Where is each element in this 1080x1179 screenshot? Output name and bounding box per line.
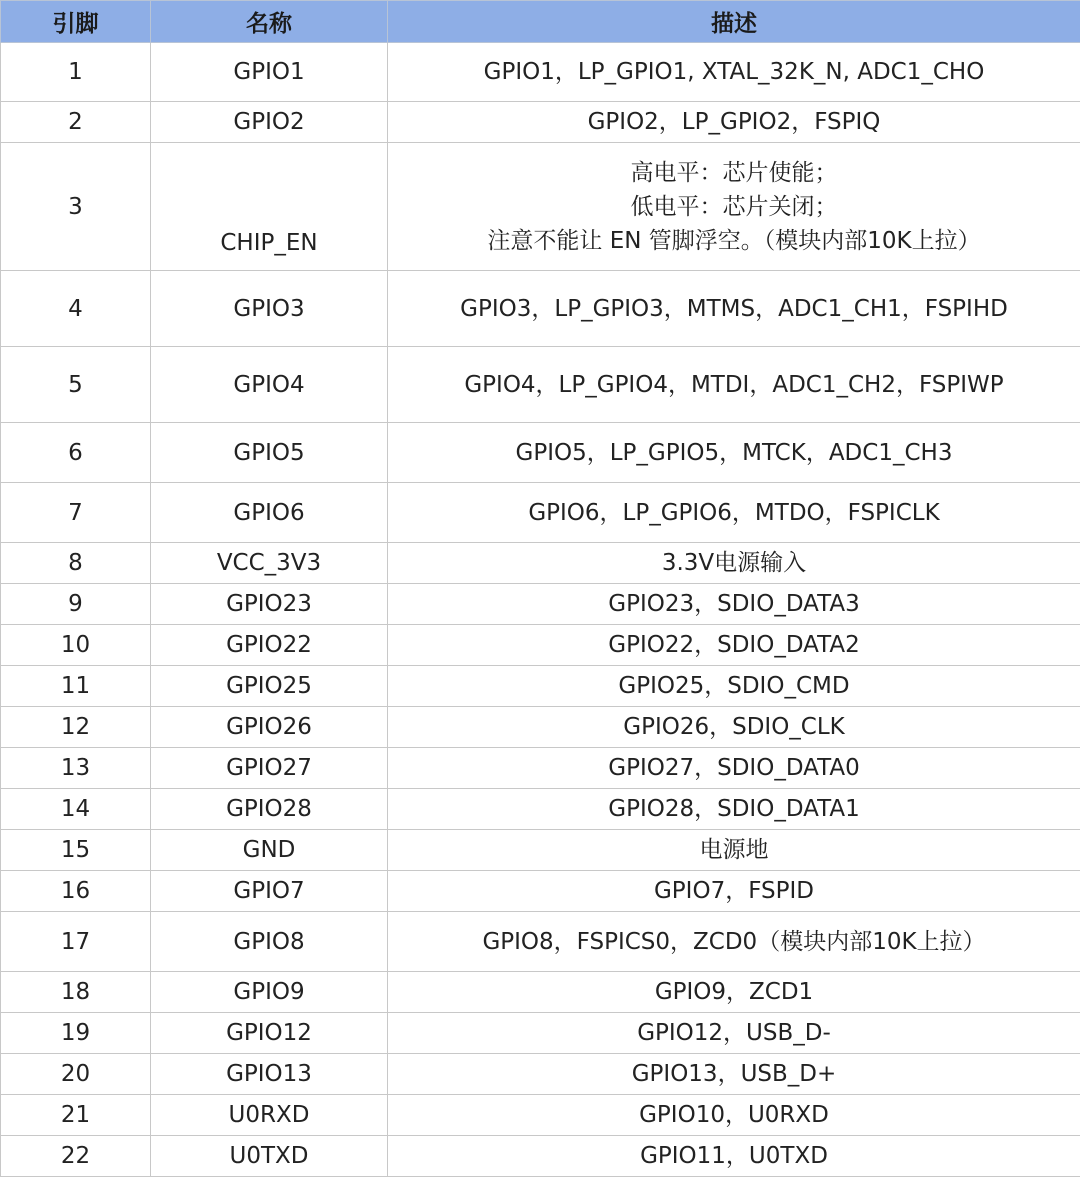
name-cell: GPIO26	[151, 707, 388, 748]
pin-cell: 18	[1, 972, 151, 1013]
desc-line: GPIO6，LP_GPIO6，MTDO，FSPICLK	[528, 499, 940, 526]
table-row	[1, 1013, 1080, 1054]
desc-line: 注意不能让 EN 管脚浮空。（模块内部10K上拉）	[487, 227, 981, 254]
pin-cell: 19	[1, 1013, 151, 1054]
desc-line: GPIO8，FSPICS0，ZCD0（模块内部10K上拉）	[482, 928, 986, 955]
name-cell: VCC_3V3	[151, 543, 388, 584]
desc-line: GPIO12，USB_D-	[637, 1020, 831, 1046]
table-row	[1, 972, 1080, 1013]
desc-line: GPIO26，SDIO_CLK	[623, 714, 845, 740]
table-row	[1, 102, 1080, 143]
table-row	[1, 912, 1080, 972]
pin-cell: 9	[1, 584, 151, 625]
pin-cell: 20	[1, 1054, 151, 1095]
name-cell: GPIO28	[151, 789, 388, 830]
table-row	[1, 625, 1080, 666]
desc-line: GPIO2，LP_GPIO2，FSPIQ	[587, 109, 881, 135]
name-cell: U0TXD	[151, 1136, 388, 1177]
desc-line: GPIO27，SDIO_DATA0	[608, 755, 860, 781]
table-row	[1, 43, 1080, 102]
pin-cell: 15	[1, 830, 151, 871]
desc-line: GPIO13，USB_D+	[631, 1061, 837, 1087]
header-name: 名称	[151, 1, 388, 43]
table-row	[1, 748, 1080, 789]
desc-cell	[388, 584, 1080, 625]
header-desc: 描述	[388, 1, 1080, 43]
name-cell: GPIO7	[151, 871, 388, 912]
desc-cell	[388, 347, 1080, 423]
desc-line: GPIO11，U0TXD	[640, 1143, 828, 1169]
name-cell: GPIO1	[151, 43, 388, 102]
header-row	[1, 1, 1080, 43]
table-row	[1, 666, 1080, 707]
pin-cell: 1	[1, 43, 151, 102]
desc-cell	[388, 625, 1080, 666]
pin-cell: 14	[1, 789, 151, 830]
name-cell: GPIO2	[151, 102, 388, 143]
name-cell: U0RXD	[151, 1095, 388, 1136]
pin-cell: 11	[1, 666, 151, 707]
desc-cell	[388, 972, 1080, 1013]
name-cell: GPIO4	[151, 347, 388, 423]
pin-cell: 13	[1, 748, 151, 789]
desc-line: GPIO10，U0RXD	[639, 1102, 829, 1128]
pin-cell: 2	[1, 102, 151, 143]
table-row	[1, 423, 1080, 483]
desc-cell	[388, 666, 1080, 707]
desc-cell	[388, 1013, 1080, 1054]
desc-cell	[388, 912, 1080, 972]
pin-cell: 3	[1, 143, 151, 271]
name-cell: GPIO22	[151, 625, 388, 666]
name-cell: GPIO23	[151, 584, 388, 625]
pin-cell: 6	[1, 423, 151, 483]
name-cell: GPIO5	[151, 423, 388, 483]
desc-line: 3.3V电源输入	[661, 550, 807, 576]
table-row	[1, 347, 1080, 423]
table-row	[1, 143, 1080, 271]
table-row	[1, 707, 1080, 748]
name-cell: GPIO6	[151, 483, 388, 543]
desc-cell	[388, 543, 1080, 584]
desc-cell	[388, 830, 1080, 871]
desc-line: GPIO3，LP_GPIO3，MTMS，ADC1_CH1，FSPIHD	[460, 295, 1008, 322]
desc-cell	[388, 789, 1080, 830]
desc-line: GPIO22，SDIO_DATA2	[608, 632, 860, 658]
table-row	[1, 789, 1080, 830]
desc-line: GPIO4，LP_GPIO4，MTDI，ADC1_CH2，FSPIWP	[464, 371, 1004, 398]
desc-cell	[388, 871, 1080, 912]
desc-line: GPIO5，LP_GPIO5，MTCK，ADC1_CH3	[515, 439, 953, 466]
pin-cell: 7	[1, 483, 151, 543]
pin-cell: 21	[1, 1095, 151, 1136]
pin-cell: 8	[1, 543, 151, 584]
desc-cell	[388, 423, 1080, 483]
desc-cell	[388, 271, 1080, 347]
desc-line: GPIO7，FSPID	[653, 878, 814, 904]
table-row	[1, 1095, 1080, 1136]
desc-line: GPIO23，SDIO_DATA3	[608, 591, 860, 617]
table-row	[1, 584, 1080, 625]
desc-cell	[388, 1136, 1080, 1177]
desc-line: GPIO9，ZCD1	[654, 979, 814, 1005]
name-cell: GPIO13	[151, 1054, 388, 1095]
desc-cell	[388, 102, 1080, 143]
desc-line: 高电平：芯片使能；	[630, 159, 838, 186]
desc-cell	[388, 483, 1080, 543]
pin-cell: 10	[1, 625, 151, 666]
pin-cell: 16	[1, 871, 151, 912]
desc-cell	[388, 1095, 1080, 1136]
pin-cell: 22	[1, 1136, 151, 1177]
name-cell: GPIO8	[151, 912, 388, 972]
desc-line: 电源地	[699, 837, 769, 863]
pin-cell: 4	[1, 271, 151, 347]
table-row	[1, 271, 1080, 347]
name-cell: GPIO9	[151, 972, 388, 1013]
desc-line: GPIO1，LP_GPIO1, XTAL_32K_N, ADC1_CHO	[483, 59, 985, 85]
name-cell: GPIO3	[151, 271, 388, 347]
name-cell: GPIO12	[151, 1013, 388, 1054]
desc-line: GPIO28，SDIO_DATA1	[608, 796, 860, 822]
pin-cell: 12	[1, 707, 151, 748]
desc-cell	[388, 707, 1080, 748]
table-row	[1, 830, 1080, 871]
pin-cell: 5	[1, 347, 151, 423]
header-pin: 引脚	[1, 1, 151, 43]
table-row	[1, 483, 1080, 543]
desc-line: GPIO25，SDIO_CMD	[618, 673, 850, 699]
table-row	[1, 871, 1080, 912]
desc-cell	[388, 1054, 1080, 1095]
table-row	[1, 543, 1080, 584]
desc-cell	[388, 143, 1080, 271]
desc-cell	[388, 748, 1080, 789]
pin-cell: 17	[1, 912, 151, 972]
name-cell: CHIP_EN	[151, 143, 388, 271]
name-cell: GPIO27	[151, 748, 388, 789]
table-row	[1, 1136, 1080, 1177]
desc-cell	[388, 43, 1080, 102]
name-cell: GPIO25	[151, 666, 388, 707]
name-cell: GND	[151, 830, 388, 871]
table-row	[1, 1054, 1080, 1095]
desc-line: 低电平：芯片关闭；	[630, 193, 838, 220]
